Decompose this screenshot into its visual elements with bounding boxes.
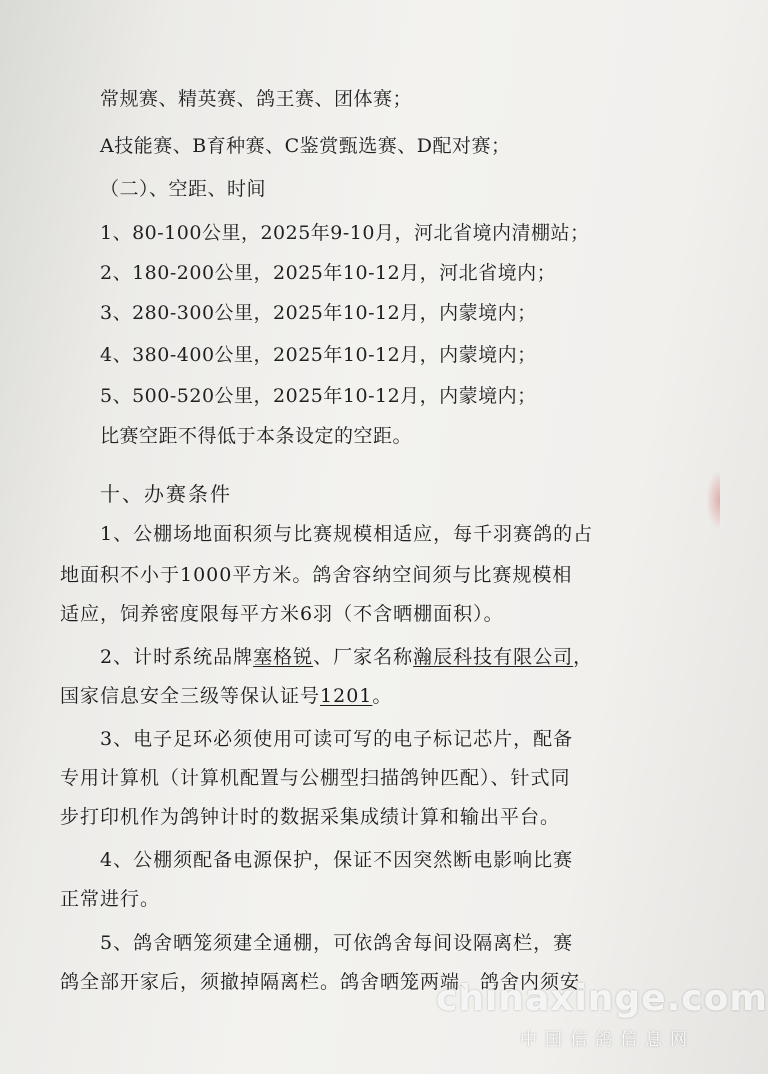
- paragraph-line: [100, 642, 593, 669]
- text-span: ，: [573, 646, 594, 668]
- brand-name: 塞格锐: [253, 646, 314, 668]
- text-line: 1、80-100公里，2025年9-10月，河北省境内清棚站；: [100, 222, 590, 244]
- text-line: 2、180-200公里，2025年10-12月，河北省境内；: [100, 262, 557, 284]
- text-line: 5、500-520公里，2025年10-12月，内蒙境内；: [100, 385, 537, 407]
- red-stamp-edge: [706, 470, 720, 530]
- paragraph-line: 5、鸽舍晒笼须建全通棚，可依鸽舍每间设隔离栏，赛: [100, 932, 574, 954]
- certificate-number: 1201: [320, 685, 373, 707]
- paragraph-line: 鸽全部开家后，须撤掉隔离栏。鸽舍晒笼两端、鸽舍内须安: [60, 971, 581, 993]
- text-line: A技能赛、B育种赛、C鉴赏甄选赛、D配对赛；: [100, 135, 511, 157]
- paragraph-line: [60, 681, 392, 708]
- section-heading: 十、办赛条件: [100, 482, 232, 506]
- paragraph-line: 4、公棚须配备电源保护，保证不因突然断电影响比赛: [100, 849, 574, 871]
- text-line: 3、280-300公里，2025年10-12月，内蒙境内；: [100, 302, 537, 324]
- paragraph-line: 1、公棚场地面积须与比赛规模相适应，每千羽赛鸽的占: [100, 523, 594, 545]
- text-span: 、厂家名称: [313, 646, 414, 668]
- paragraph-line: 适应，饲养密度限每平方米6羽（不含晒棚面积）。: [60, 603, 504, 625]
- watermark-domain: chinaxinge.com: [436, 978, 768, 1019]
- paragraph-line: 地面积不小于1000平方米。鸽舍容纳空间须与比赛规模相: [60, 564, 573, 586]
- subsection-heading: （二）、空距、时间: [100, 178, 267, 200]
- paragraph-line: 3、电子足环必须使用可读可写的电子标记芯片，配备: [100, 728, 574, 750]
- watermark-site-name: 中国信鸽信息网: [520, 1030, 695, 1050]
- paragraph-line: 专用计算机（计算机配置与公棚型扫描鸽钟匹配）、针式同: [60, 767, 571, 789]
- text-span: 2、计时系统品牌: [100, 646, 254, 668]
- company-name: 瀚辰科技有限公司: [413, 646, 574, 668]
- text-span: 国家信息安全三级等保认证号: [60, 685, 321, 707]
- text-span: 。: [372, 685, 393, 707]
- paragraph-line: 正常进行。: [60, 888, 161, 910]
- text-line: 4、380-400公里，2025年10-12月，内蒙境内；: [100, 344, 537, 366]
- paragraph-line: 步打印机作为鸽钟计时的数据采集成绩计算和输出平台。: [60, 806, 561, 828]
- text-line: 比赛空距不得低于本条设定的空距。: [100, 425, 413, 447]
- text-line: 常规赛、精英赛、鸽王赛、团体赛；: [100, 88, 413, 110]
